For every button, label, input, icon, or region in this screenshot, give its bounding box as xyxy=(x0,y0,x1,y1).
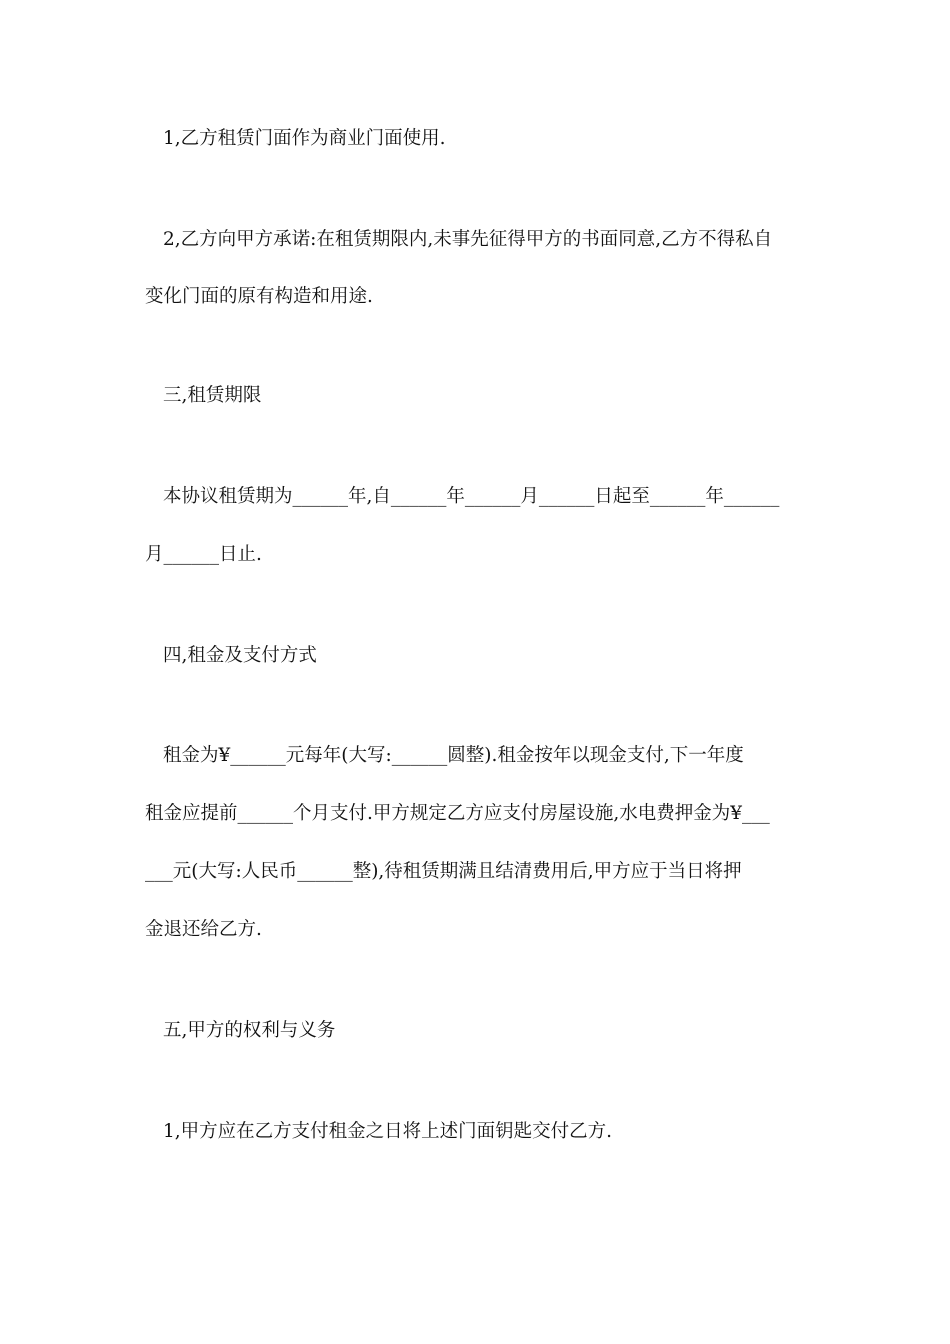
section-heading-party-a-rights: 五,甲方的权利与义务 xyxy=(163,1020,336,1041)
paragraph-line-3: 变化门面的原有构造和用途. xyxy=(145,286,373,307)
paragraph-line-10: 1,甲方应在乙方支付租金之日将上述门面钥匙交付乙方. xyxy=(163,1121,613,1142)
paragraph-line-5: 月______日止. xyxy=(145,544,262,565)
paragraph-line-9: 金退还给乙方. xyxy=(145,919,262,940)
paragraph-line-4: 本协议租赁期为______年,自______年______月______日起至______年______ xyxy=(163,486,780,507)
paragraph-line-7: 租金应提前______个月支付.甲方规定乙方应支付房屋设施,水电费押金为¥___ xyxy=(145,803,770,824)
paragraph-line-6: 租金为¥______元每年(大写:______圆整).租金按年以现金支付,下一年度 xyxy=(163,745,744,766)
section-heading-lease-term: 三,租赁期限 xyxy=(163,385,262,406)
section-heading-rent-payment: 四,租金及支付方式 xyxy=(163,645,317,666)
paragraph-line-1: 1,乙方租赁门面作为商业门面使用. xyxy=(163,128,446,149)
paragraph-line-2: 2,乙方向甲方承诺:在租赁期限内,未事先征得甲方的书面同意,乙方不得私自 xyxy=(163,229,773,250)
paragraph-line-8: ___元(大写:人民币______整),待租赁期满且结清费用后,甲方应于当日将押 xyxy=(145,861,742,882)
